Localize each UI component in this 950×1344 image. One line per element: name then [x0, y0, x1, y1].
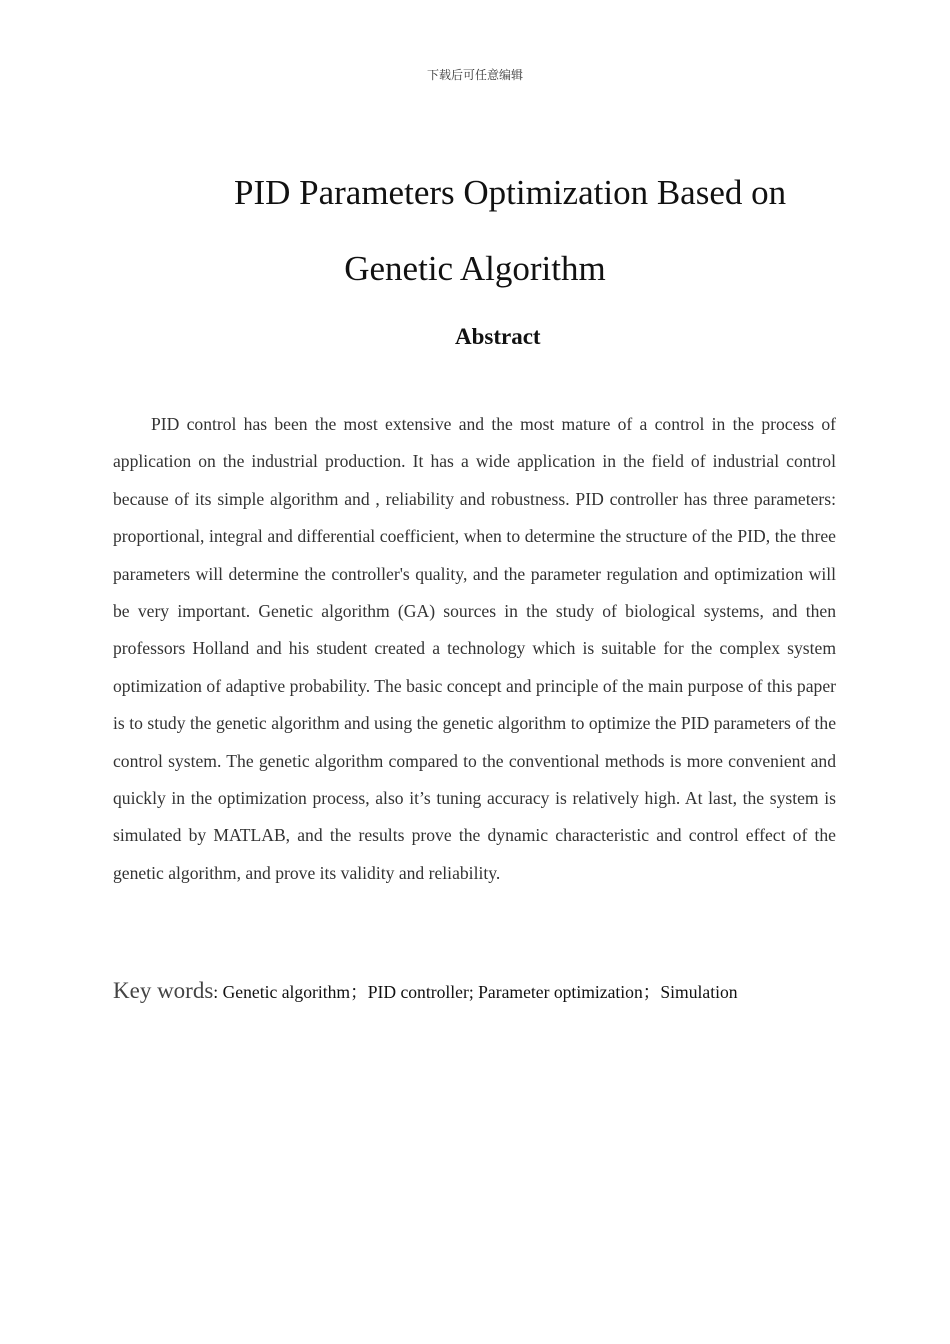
paper-title-line-2: Genetic Algorithm [344, 249, 606, 288]
abstract-body: PID control has been the most extensive and the most mature of a control in the process of application on the industrial production. It has a wide application in the field of industrial control because of its simple algorithm and , reliability and robustness. PID controller has three parameters: proportional, integral and differential coefficient, when to determine the structure of the PID, the three parameters will determine the controller's quality, and the parameter regulation and optimization will be very important. Genetic algorithm (GA) sources in the study of biological systems, and then professors Holland and his student created a technology which is suitable for the complex system optimization of adaptive probability. The basic concept and principle of the main purpose of this paper is to study the genetic algorithm and using the genetic algorithm to optimize the PID parameters of the control system. The genetic algorithm compared to the conventional methods is more convenient and quickly in the optimization process, also it’s tuning accuracy is relatively high. At last, the system is simulated by MATLAB, and the results prove the dynamic characteristic and control effect of the genetic algorithm, and prove its validity and reliability. [113, 414, 836, 883]
keywords-list: Genetic algorithm；PID controller; Parameter optimization；Simulation [222, 982, 738, 1002]
paper-title-line-1: PID Parameters Optimization Based on [234, 173, 787, 212]
keywords-line [113, 978, 853, 1004]
abstract-heading: Abstract [455, 324, 541, 349]
page-header-note: 下载后可任意编辑 [426, 68, 523, 82]
keywords-label: Key words [113, 978, 214, 1003]
keywords-separator: : [213, 982, 223, 1002]
